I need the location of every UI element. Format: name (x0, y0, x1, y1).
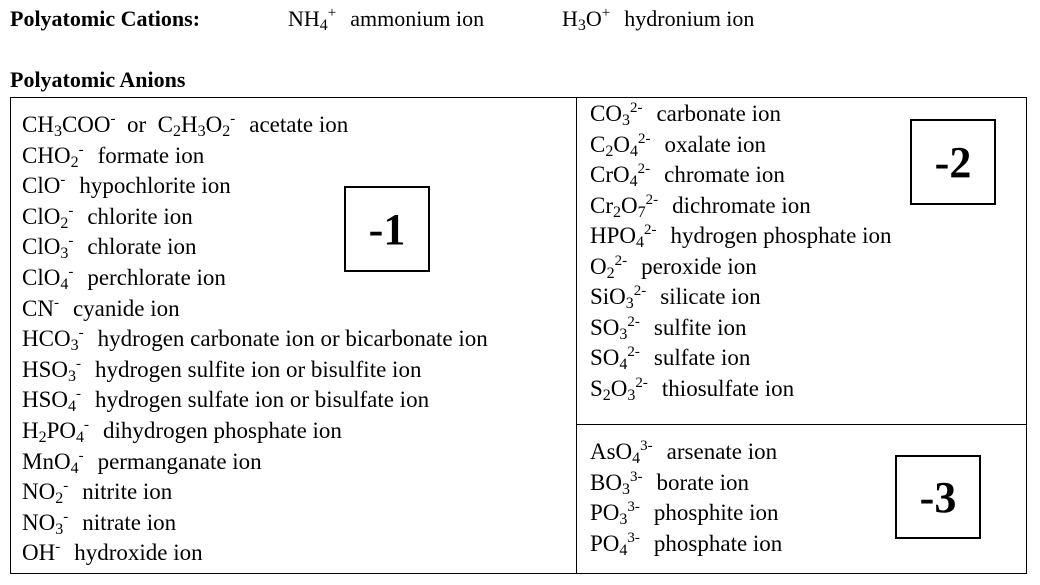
ion-name: sulfite ion (653, 314, 747, 340)
charge-box-minus2: -2 (910, 119, 996, 205)
ion-formula: $HSO_4^-$ (22, 386, 82, 416)
ion-name: phosphate ion (653, 530, 783, 556)
ion-entry (590, 130, 892, 161)
ion-formula: $C_2O_4^{2-}$ (590, 130, 651, 160)
ion-formula: $H_2PO_4^-$ (22, 416, 90, 446)
ion-entry (22, 294, 488, 325)
ion-name: chlorate ion (87, 234, 197, 260)
anions-minus3-list (590, 437, 782, 559)
ion-formula: ClO$_2$- (22, 202, 74, 232)
ion-formula: $HSO_3^-$ (22, 355, 82, 385)
anions-minus2-list (590, 99, 892, 404)
charge-box-minus1: -1 (344, 186, 430, 272)
ion-formula: ClO- (22, 172, 66, 199)
ion-formula: $NO_3^-$ (22, 508, 69, 538)
ion-entry (22, 538, 488, 569)
ion-name: dihydrogen phosphate ion (103, 417, 342, 443)
ion-formula: $O_2^{2-}$ (590, 252, 628, 282)
table-divider-vertical (576, 97, 577, 574)
ion-formula: $SO_3^{2-}$ (590, 313, 640, 343)
ion-formula: $HPO_4^{2-}$ (590, 222, 657, 251)
ion-name: hydrogen phosphate ion (670, 223, 892, 248)
ion-entry (590, 498, 782, 529)
cation-formula: $H_3O^+$ (562, 5, 611, 34)
ion-entry (590, 191, 892, 222)
ion-formula: $CO_3^{2-}$ (590, 100, 643, 129)
anions-minus1-list (22, 110, 488, 569)
ion-formula: $HCO_3^-$ (22, 325, 84, 355)
ion-entry (22, 508, 488, 539)
ion-entry (22, 447, 488, 478)
ion-name: carbonate ion (656, 101, 781, 126)
ion-entry (590, 252, 892, 283)
ion-entry (22, 416, 488, 447)
ion-entry (590, 221, 892, 252)
ion-name: nitrate ion (82, 509, 177, 535)
ion-entry (22, 141, 488, 172)
ion-name: silicate ion (660, 284, 761, 309)
ion-name: nitrite ion (82, 479, 173, 505)
charge-box-minus3: -3 (895, 455, 981, 539)
ion-entry (590, 468, 782, 499)
ion-name: acetate ion (249, 112, 349, 137)
ion-name: borate ion (656, 469, 750, 495)
ion-name: sulfate ion (653, 345, 751, 370)
ion-entry (22, 477, 488, 508)
cation-name: ammonium ion (350, 6, 485, 31)
cation-formula: $NH_4^+$ (288, 5, 337, 34)
ion-name: hydrogen sulfite ion or bisulfite ion (95, 356, 422, 382)
cations-heading: Polyatomic Cations: (10, 6, 201, 31)
table-divider-horizontal (577, 424, 1027, 425)
ion-entry (590, 343, 892, 374)
ion-formula: $PO_3^{3-}$ (590, 499, 640, 528)
ion-name: hydrogen carbonate ion or bicarbonate ion (97, 326, 488, 352)
ion-formula: ClO$_3$- (22, 233, 74, 263)
ion-name: dichromate ion (672, 192, 811, 218)
ion-name: perchlorate ion (87, 264, 226, 290)
ion-formula: MnO$_4$- (22, 447, 84, 477)
ion-entry (22, 110, 488, 141)
ion-formula: CrO$_4^{2-}$ (590, 161, 651, 190)
ion-formula: $CHO_2^-$ (22, 141, 84, 171)
ion-formula: CN- (22, 294, 59, 321)
ion-formula: $NO_2^-$ (22, 478, 69, 508)
ion-entry (590, 313, 892, 344)
ion-formula: AsO$_4^{3-}$ (590, 438, 653, 467)
ion-entry (590, 99, 892, 130)
ion-name: oxalate ion (664, 131, 767, 157)
ion-name: phosphite ion (653, 500, 779, 525)
ion-name: cyanide ion (72, 295, 180, 321)
ion-name: hydrogen sulfate ion or bisulfate ion (95, 387, 430, 413)
ion-formula: OH- (22, 539, 61, 566)
ion-formula: $S_2O_3^{2-}$ (590, 374, 648, 404)
ion-entry (22, 324, 488, 355)
ion-formula: ClO$_4$- (22, 263, 74, 293)
ion-name: chlorite ion (87, 203, 193, 229)
ion-entry (590, 282, 892, 313)
cation-name: hydronium ion (624, 6, 755, 31)
ion-entry (590, 374, 892, 405)
ion-entry (590, 160, 892, 191)
ion-name: chromate ion (664, 162, 785, 187)
ion-name: hypochlorite ion (79, 173, 231, 199)
ion-name: thiosulfate ion (661, 375, 795, 401)
anions-heading: Polyatomic Anions (10, 67, 186, 92)
ion-name: formate ion (97, 142, 205, 168)
cation-ammonium (288, 6, 484, 32)
ion-formula: $CH_3COO^-$ or $C_2H_3O_2^-$ (22, 111, 236, 140)
ion-formula: $PO_4^{3-}$ (590, 529, 640, 559)
ion-entry (590, 529, 782, 560)
ion-entry (22, 385, 488, 416)
ion-formula: $SO_4^{2-}$ (590, 344, 640, 373)
ion-name: arsenate ion (666, 439, 778, 464)
ion-entry (22, 355, 488, 386)
ion-name: hydroxide ion (74, 540, 203, 566)
ion-formula: $BO_3^{3-}$ (590, 468, 643, 498)
cation-hydronium (562, 6, 754, 32)
ion-formula: SiO$_3^{2-}$ (590, 283, 647, 312)
ion-name: permanganate ion (97, 448, 262, 474)
ion-name: peroxide ion (641, 253, 757, 279)
ion-formula: $Cr_2O_7^{2-}$ (590, 191, 659, 221)
ion-entry (590, 437, 782, 468)
